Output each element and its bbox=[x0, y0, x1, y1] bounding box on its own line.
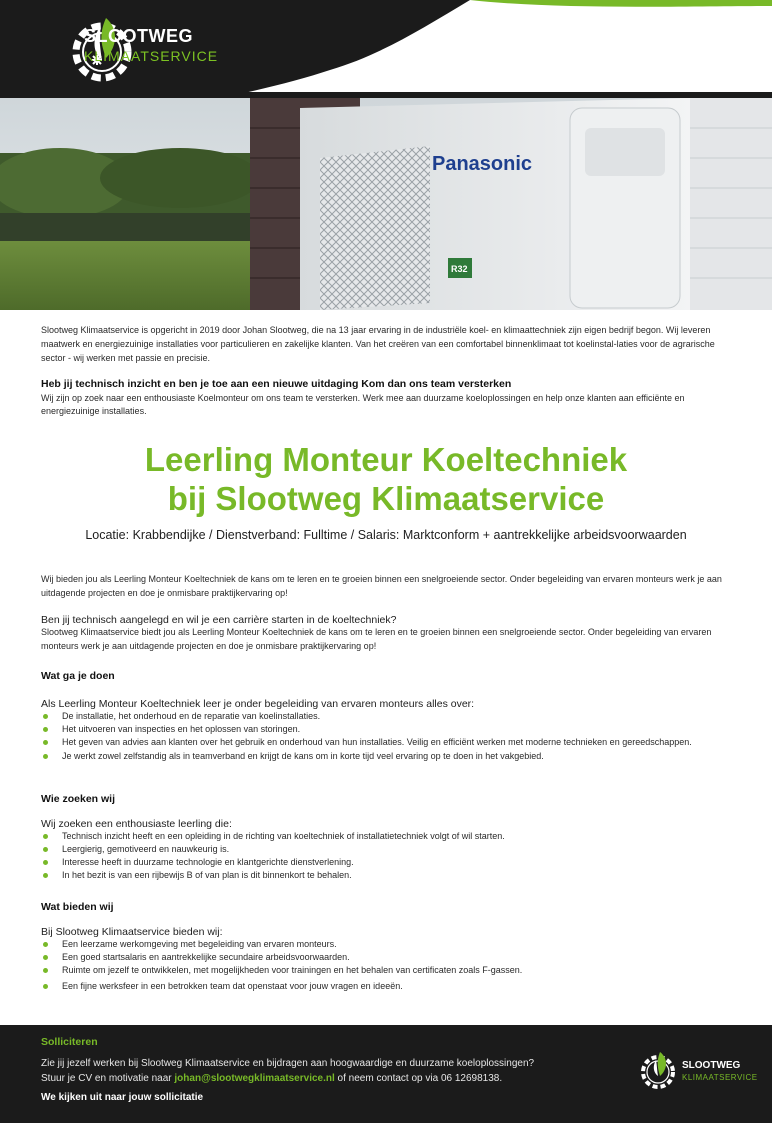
question-text: Slootweg Klimaatservice biedt jou als Leerling Monteur Koeltechniek de kans om te leren en te groeien binnen een snelgroeiende sector. Onder begeleiding van ervaren monteurs werk je aan uitdagende projecten en doe je onmisbare praktijkervaring op! bbox=[41, 627, 712, 651]
bullet-list bbox=[41, 938, 731, 993]
footer-logo-icon bbox=[636, 1049, 746, 1095]
section-heading: Wat bieden wij bbox=[41, 901, 114, 913]
footer-brand-name: SLOOTWEG bbox=[682, 1060, 741, 1071]
list-item: Interesse heeft in duurzame technologie en klantgerichte dienstverlening. bbox=[41, 856, 731, 869]
brand-name: SLOOTWEG bbox=[84, 26, 193, 46]
intro-paragraph: Slootweg Klimaatservice is opgericht in 2019 door Johan Slootweg, die na 13 jaar ervaring in de industriële koel- en klimaattechniek zijn eigen bedrijf begon. Wij leveren maatwerk en energiezuinige installaties voor particulieren en zakelijke klanten. Van het creëren van een comfortabel binnenklimaat tot koelinstal-laties voor de agrarische sector - wij werken met passie en precisie. bbox=[41, 325, 715, 363]
section-wie-zoeken-wij bbox=[41, 793, 731, 882]
question-section bbox=[41, 614, 731, 653]
footer-heading: Solliciteren bbox=[41, 1036, 98, 1048]
offer-paragraph: Wij bieden jou als Leerling Monteur Koeltechniek de kans om te leren en te groeien binnen een snelgroeiende sector. Onder begeleiding van ervaren monteurs werk je aan uitdagende projecten en doe je onmisbare praktijkervaring op! bbox=[41, 574, 722, 598]
question-heading: Ben jij technisch aangelegd en wil je een carrière starten in de koeltechniek? bbox=[41, 614, 397, 626]
section-wat-bieden-wij bbox=[41, 901, 731, 993]
footer-line2-prefix: Stuur je CV en motivatie naar bbox=[41, 1073, 175, 1084]
intro-section bbox=[41, 378, 731, 418]
list-item: In het bezit is van een rijbewijs B of van plan is dit binnenkort te behalen. bbox=[41, 869, 731, 882]
footer bbox=[0, 1025, 772, 1123]
list-item: Een goed startsalaris en aantrekkelijke secundaire arbeidsvoorwaarden. bbox=[41, 951, 731, 964]
bullet-list bbox=[41, 710, 731, 763]
footer-line2-suffix: of neem contact op via 06 12698138. bbox=[334, 1073, 503, 1084]
r32-label: R32 bbox=[451, 264, 468, 274]
job-title bbox=[0, 440, 772, 518]
section-lead: Als Leerling Monteur Koeltechniek leer je onder begeleiding van ervaren monteurs alles over: bbox=[41, 698, 475, 710]
list-item: Ruimte om jezelf te ontwikkelen, met mogelijkheden voor trainingen en het behalen van certificaten zoals F-gassen. bbox=[41, 964, 731, 977]
section-heading: Wie zoeken wij bbox=[41, 793, 116, 805]
footer-line2 bbox=[41, 1071, 534, 1086]
job-location-line: Locatie: Krabbendijke / Dienstverband: Fulltime / Salaris: Marktconform + aantrekkelijke arbeidsvoorwaarden bbox=[85, 528, 687, 542]
section-heading: Wat ga je doen bbox=[41, 670, 115, 682]
footer-closing: We kijken uit naar jouw sollicitatie bbox=[41, 1092, 204, 1103]
list-item: Je werkt zowel zelfstandig als in teamverband en krijgt de kans om in korte tijd veel ervaring op te doen in het vakgebied. bbox=[41, 750, 731, 763]
bullet-list bbox=[41, 830, 731, 882]
page-header bbox=[0, 0, 772, 98]
heat-pump-photo bbox=[0, 98, 772, 310]
job-title-line2: bij Slootweg Klimaatservice bbox=[167, 480, 605, 517]
section-wat-ga-je-doen bbox=[41, 670, 731, 763]
footer-line1: Zie jij jezelf werken bij Slootweg Klimaatservice en bijdragen aan hoogwaardige en duurzame koeloplossingen? bbox=[41, 1058, 535, 1069]
list-item: Het uitvoeren van inspecties en het oplossen van storingen. bbox=[41, 723, 731, 736]
panasonic-label: Panasonic bbox=[432, 153, 533, 175]
brand-subtitle: KLIMAATSERVICE bbox=[84, 48, 219, 64]
hero-image bbox=[0, 98, 772, 310]
section-heading: Heb jij technisch inzicht en ben je toe aan een nieuwe uitdaging Kom dan ons team versterken bbox=[41, 378, 512, 390]
email-link[interactable]: johan@slootwegklimaatservice.nl bbox=[174, 1073, 335, 1084]
job-title-line1: Leerling Monteur Koeltechniek bbox=[144, 441, 628, 478]
section-lead: Wij zoeken een enthousiaste leerling die: bbox=[41, 818, 232, 830]
list-item: De installatie, het onderhoud en de reparatie van koelinstallaties. bbox=[41, 710, 731, 723]
list-item: Het geven van advies aan klanten over het gebruik en onderhoud van hun installaties. Veilig en efficiënt werken met moderne technieken en gereedschappen. bbox=[41, 736, 731, 749]
section-text: Wij zijn op zoek naar een enthousiaste Koelmonteur om ons team te versterken. Werk mee aan duurzame koeloplossingen en help onze klanten aan efficiënte en energiezuinige installaties. bbox=[41, 393, 685, 416]
footer-brand-subtitle: KLIMAATSERVICE bbox=[682, 1073, 758, 1082]
footer-text bbox=[41, 1056, 534, 1086]
section-lead: Bij Slootweg Klimaatservice bieden wij: bbox=[41, 926, 223, 938]
list-item: Een fijne werksfeer in een betrokken team dat openstaat voor jouw vragen en ideeën. bbox=[41, 980, 731, 993]
list-item: Leergierig, gemotiveerd en nauwkeurig is. bbox=[41, 843, 731, 856]
list-item: Een leerzame werkomgeving met begeleiding van ervaren monteurs. bbox=[41, 938, 731, 951]
list-item: Technisch inzicht heeft en een opleiding in de richting van koeltechniek of installatietechniek volgt of wil starten. bbox=[41, 830, 731, 843]
